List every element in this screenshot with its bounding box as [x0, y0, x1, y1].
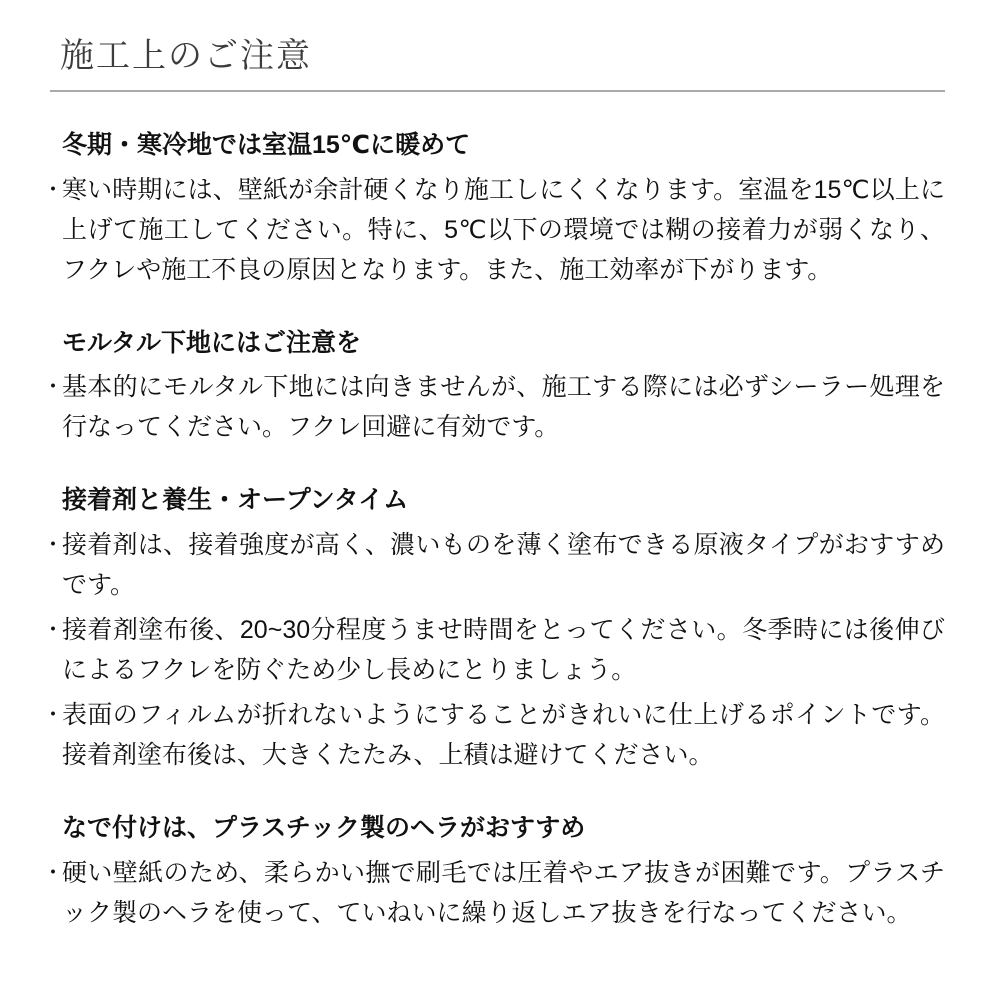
page-title: 施工上のご注意	[60, 37, 312, 75]
bullet-text: 基本的にモルタル下地には向きませんが、施工する際には必ずシーラー処理を行なってください。フクレ回避に有効です。	[62, 373, 945, 442]
bullet-text: 表面のフィルムが折れないようにすることがきれいに仕上げるポイントです。接着剤塗布後は、大きくたたみ、上積は避けてください。	[62, 701, 945, 770]
note-section	[42, 812, 945, 933]
note-section	[42, 327, 945, 448]
page-header	[50, 36, 945, 92]
bullet-marker: ・	[42, 702, 65, 728]
section-heading: モルタル下地にはご注意を	[62, 328, 362, 357]
bullet-item	[42, 367, 945, 447]
bullet-marker: ・	[42, 532, 65, 558]
bullet-marker: ・	[42, 176, 65, 202]
bullet-text: 硬い壁紙のため、柔らかい撫で刷毛では圧着やエア抜きが困難です。プラスチック製のヘラを使って、ていねいに繰り返しエア抜きを行なってください。	[62, 858, 945, 927]
section-heading: なで付けは、プラスチック製のヘラがおすすめ	[62, 814, 586, 843]
note-section	[42, 484, 945, 775]
bullet-text: 接着剤塗布後、20~30分程度うませ時間をとってください。冬季時には後伸びによるフクレを防ぐため少し長めにとりましょう。	[62, 616, 945, 685]
bullet-item	[42, 695, 945, 775]
bullet-marker: ・	[42, 617, 65, 643]
section-heading: 接着剤と養生・オープンタイム	[62, 486, 409, 515]
sections-container	[42, 129, 945, 933]
note-section	[42, 129, 945, 290]
section-heading: 冬期・寒冷地では室温15℃に暖めて	[62, 130, 471, 159]
title-divider	[50, 90, 945, 92]
bullet-text: 寒い時期には、壁紙が余計硬くなり施工しにくくなります。室温を15℃以上に上げて施工してください。特に、5℃以下の環境では糊の接着力が弱くなり、フクレや施工不良の原因となります。また、施工効率が下がります。	[62, 175, 945, 284]
bullet-item	[42, 525, 945, 605]
bullet-item	[42, 610, 945, 690]
bullet-item	[42, 170, 945, 290]
bullet-item	[42, 853, 945, 933]
bullet-marker: ・	[42, 374, 65, 400]
bullet-text: 接着剤は、接着強度が高く、濃いものを薄く塗布できる原液タイプがおすすめです。	[62, 531, 945, 600]
bullet-marker: ・	[42, 859, 65, 885]
